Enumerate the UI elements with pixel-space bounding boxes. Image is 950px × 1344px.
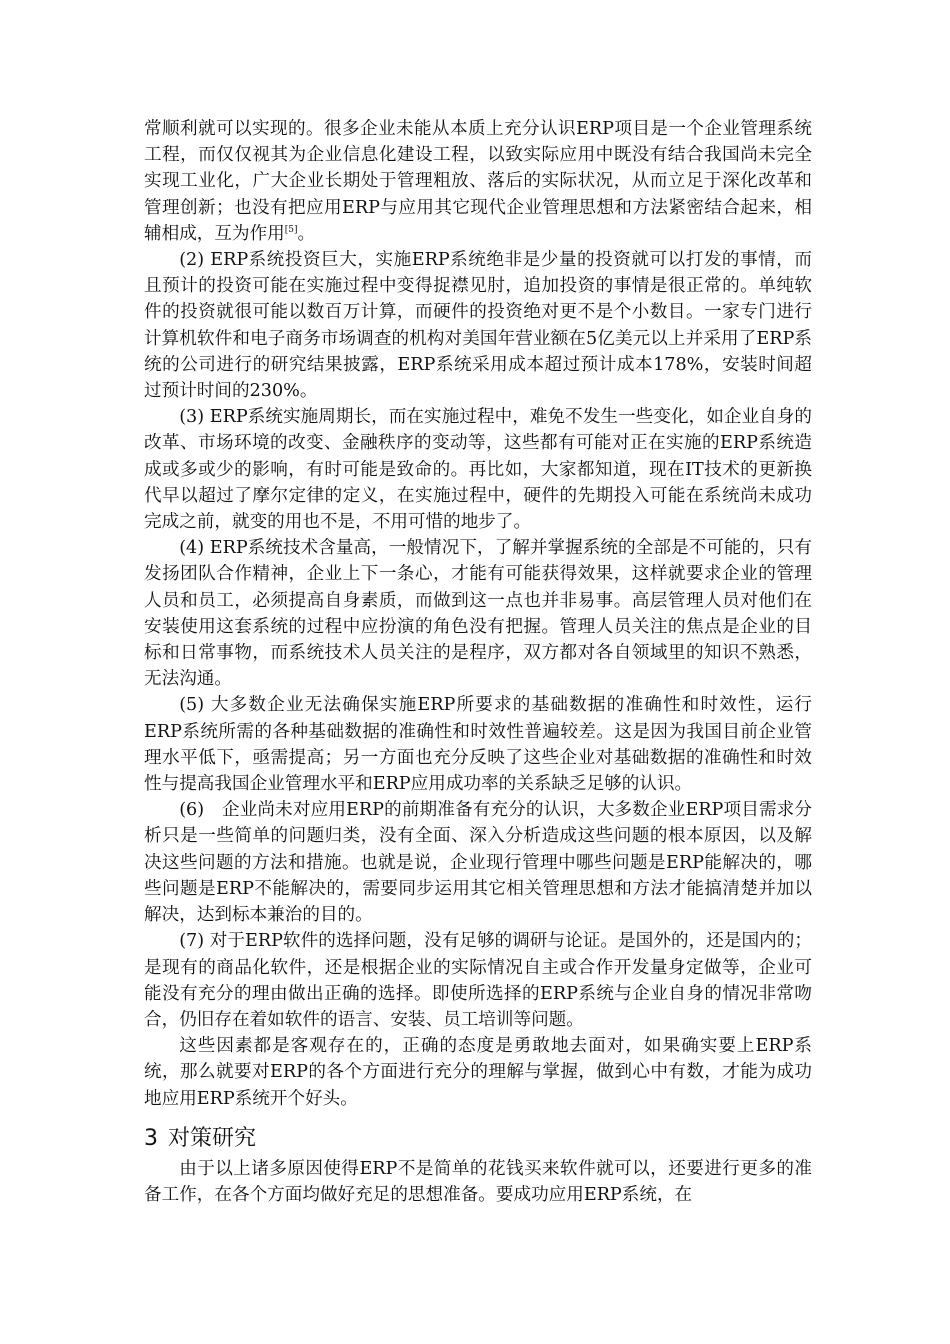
paragraph-item-2 [144,247,812,404]
section-title: 对策研究 [168,1125,257,1151]
paragraph-section-3-intro [144,1156,812,1208]
paragraph-text: (7) 对于ERP软件的选择问题，没有足够的调研与论证。是国外的，还是国内的；是现有的商品化软件，还是根据企业的实际情况自主或合作开发量身定做等，企业可能没有充分的理由做出正确的选择。即使所选择的ERP系统与企业自身的情况非常吻合，仍旧存在着如软件的语言、安装、员工培训等问题。 [144,931,812,1030]
paragraph-text: 由于以上诸多原因使得ERP不是简单的花钱买来软件就可以，还要进行更多的准备工作，在各个方面均做好充足的思想准备。要成功应用ERP系统，在 [144,1158,812,1205]
paragraph-intro-continuation [144,116,812,247]
document-page [144,116,812,1208]
paragraph-text: (5) 大多数企业无法确保实施ERP所要求的基础数据的准确性和时效性，运行ERP系统所需的各种基础数据的准确性和时效性普遍较差。这是因为我国目前企业管理水平低下，亟需提高；另一方面也充分反映了这些企业对基础数据的准确性和时效性与提高我国企业管理水平和ERP应用成功率的关系缺乏足够的认识。 [144,695,812,795]
paragraph-item-7 [144,928,812,1033]
paragraph-text: (4) ERP系统技术含量高，一般情况下，了解并掌握系统的全部是不可能的，只有发扬团队合作精神，企业上下一条心，才能有可能获得效果，这样就要求企业的管理人员和员工，必须提高自身素质，而做到这一点也并非易事。高层管理人员对他们在安装使用这套系统的过程中应扮演的角色没有把握。管理人员关注的焦点是企业的目标和日常事物，而系统技术人员关注的是程序，双方都对各自领域里的知识不熟悉，无法沟通。 [144,538,812,690]
paragraph-tail: 。 [297,223,316,244]
section-number: 3 [144,1125,158,1151]
paragraph-text: (2) ERP系统投资巨大，实施ERP系统绝非是少量的投资就可以打发的事情，而且预计的投资可能在实施过程中变得捉襟见肘，追加投资的事情是很正常的。单纯软件的投资就很可能以数百万计算，而硬件的投资绝对更不是个小数目。一家专门进行计算机软件和电子商务市场调查的机构对美国年营业额在5亿美元以上并采用了ERP系统的公司进行的研究结果披露，ERP系统采用成本超过预计成本178%，安装时间超过预计时间的230%。 [144,250,812,402]
paragraph-item-3 [144,404,812,535]
paragraph-item-6 [144,797,812,928]
citation-reference: [5] [284,224,298,235]
paragraph-text: (6) 企业尚未对应用ERP的前期准备有充分的认识，大多数企业ERP项目需求分析只是一些简单的问题归类，没有全面、深入分析造成这些问题的根本原因，以及解决这些问题的方法和措施。也就是说，企业现行管理中哪些问题是ERP能解决的，哪些问题是ERP不能解决的，需要同步运用其它相关管理思想和方法才能搞清楚并加以解决，达到标本兼治的目的。 [144,800,812,926]
paragraph-item-5 [144,692,812,797]
section-heading [144,1124,812,1154]
paragraph-text: 这些因素都是客观存在的，正确的态度是勇敢地去面对，如果确实要上ERP系统，那么就要对ERP的各个方面进行充分的理解与掌握，做到心中有数，才能为成功地应用ERP系统开个好头。 [144,1036,812,1109]
paragraph-summary [144,1033,812,1112]
paragraph-item-4 [144,535,812,692]
paragraph-text: (3) ERP系统实施周期长，而在实施过程中，难免不发生一些变化，如企业自身的改革、市场环境的改变、金融秩序的变动等，这些都有可能对正在实施的ERP系统造成或多或少的影响，有时可能是致命的。再比如，大家都知道，现在IT技术的更新换代早以超过了摩尔定律的定义，在实施过程中，硬件的先期投入可能在系统尚未成功完成之前，就变的用也不是，不用可惜的地步了。 [144,407,812,533]
paragraph-text: 常顺利就可以实现的。很多企业未能从本质上充分认识ERP项目是一个企业管理系统工程，而仅仅视其为企业信息化建设工程，以致实际应用中既没有结合我国尚未完全实现工业化，广大企业长期处于管理粗放、落后的实际状况，从而立足于深化改革和管理创新；也没有把应用ERP与应用其它现代企业管理思想和方法紧密结合起来，相辅相成，互为作用 [144,119,812,244]
